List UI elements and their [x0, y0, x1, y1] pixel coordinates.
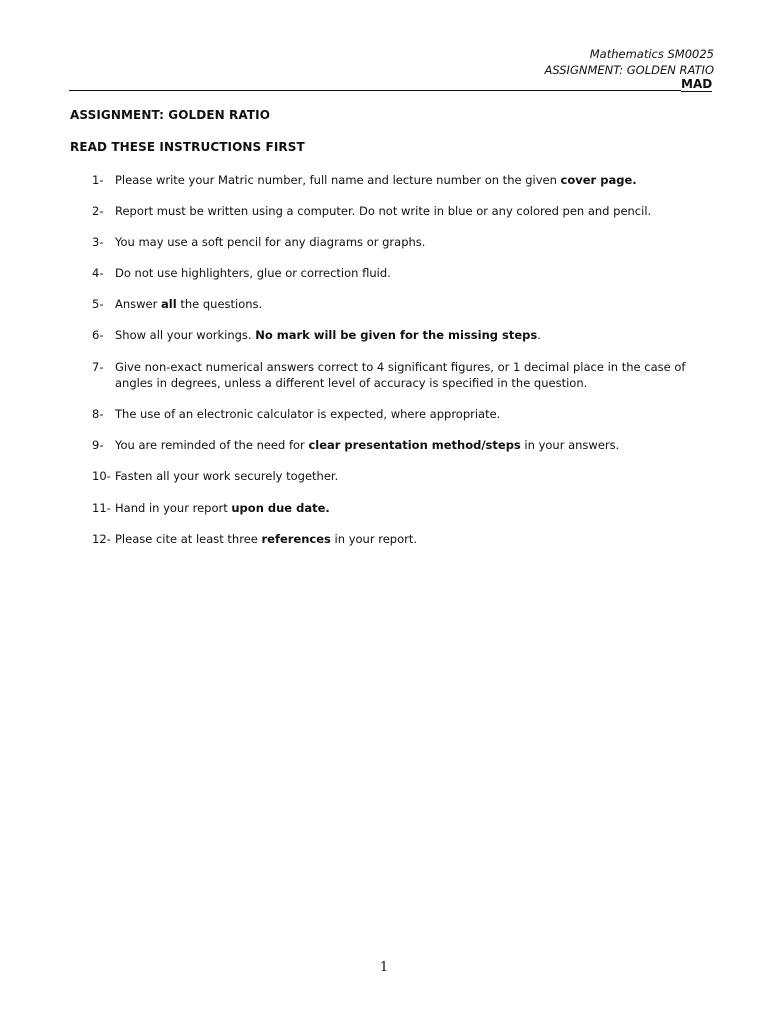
instruction-number: 9-	[92, 438, 104, 452]
instruction-item	[92, 234, 717, 250]
instruction-text	[115, 234, 717, 250]
instruction-number: 5-	[92, 297, 104, 311]
instruction-text	[115, 468, 717, 484]
instruction-emphasis: upon due date.	[231, 501, 330, 515]
instruction-text	[115, 296, 717, 312]
instruction-emphasis: No mark will be given for the missing steps	[255, 328, 538, 342]
header-assignment-title: ASSIGNMENT: GOLDEN RATIO	[544, 63, 714, 77]
instruction-text-segment: in your report.	[330, 532, 417, 546]
header-course-code: Mathematics SM0025	[589, 47, 714, 61]
instruction-text-segment: You are reminded of the need for	[115, 438, 309, 452]
instruction-item	[92, 327, 717, 343]
instruction-item	[92, 468, 717, 484]
instruction-text-segment: The use of an electronic calculator is expected, where appropriate.	[115, 407, 501, 421]
instruction-text	[115, 531, 717, 547]
instruction-text-segment: Show all your workings.	[115, 328, 256, 342]
instruction-item	[92, 172, 717, 188]
instruction-item	[92, 265, 717, 281]
document-subtitle: READ THESE INSTRUCTIONS FIRST	[70, 140, 305, 154]
instruction-emphasis: clear presentation method/steps	[308, 438, 521, 452]
instruction-item	[92, 406, 717, 422]
instruction-text-segment: in your answers.	[520, 438, 620, 452]
instruction-number: 12-	[92, 532, 111, 546]
instruction-text	[115, 203, 717, 219]
instruction-text	[115, 265, 717, 281]
instruction-text-segment: Please cite at least three	[115, 532, 262, 546]
instruction-text	[115, 406, 717, 422]
instruction-text-segment: Fasten all your work securely together.	[115, 469, 339, 483]
instruction-number: 4-	[92, 266, 104, 280]
instruction-item	[92, 531, 717, 547]
instruction-number: 3-	[92, 235, 104, 249]
instruction-emphasis: cover page.	[560, 173, 637, 187]
instruction-number: 7-	[92, 360, 104, 374]
instruction-number: 8-	[92, 407, 104, 421]
header-initials: MAD	[681, 77, 713, 91]
instruction-text-segment: .	[537, 328, 541, 342]
instruction-item	[92, 437, 717, 453]
instruction-text	[115, 327, 717, 343]
instruction-number: 10-	[92, 469, 111, 483]
instruction-text	[115, 172, 717, 188]
instruction-number: 11-	[92, 501, 111, 515]
instruction-item	[92, 203, 717, 219]
document-title: ASSIGNMENT: GOLDEN RATIO	[70, 108, 271, 122]
instruction-item	[92, 359, 717, 391]
instruction-text	[115, 359, 717, 391]
instruction-item	[92, 296, 717, 312]
instruction-number: 1-	[92, 173, 104, 187]
instruction-text-segment: Give non-exact numerical answers correct to 4 significant figures, or 1 decimal place in the case of angles in degrees, unless a different level of accuracy is specified in the question.	[115, 360, 686, 390]
instruction-number: 6-	[92, 328, 104, 342]
instruction-text-segment: Hand in your report	[115, 501, 232, 515]
page-number: 1	[379, 960, 389, 975]
instruction-text-segment: Please write your Matric number, full name and lecture number on the given	[115, 173, 561, 187]
instruction-text-segment: You may use a soft pencil for any diagrams or graphs.	[115, 235, 426, 249]
header-rule	[69, 79, 681, 91]
instruction-emphasis: references	[261, 532, 331, 546]
instruction-number: 2-	[92, 204, 104, 218]
instruction-text-segment: Answer	[115, 297, 162, 311]
instruction-text	[115, 500, 717, 516]
instruction-text-segment: the questions.	[176, 297, 263, 311]
instruction-text-segment: Report must be written using a computer. Do not write in blue or any colored pen and pencil.	[115, 204, 652, 218]
instruction-text-segment: Do not use highlighters, glue or correction fluid.	[115, 266, 391, 280]
instruction-emphasis: all	[161, 297, 177, 311]
instruction-text	[115, 437, 717, 453]
instruction-item	[92, 500, 717, 516]
